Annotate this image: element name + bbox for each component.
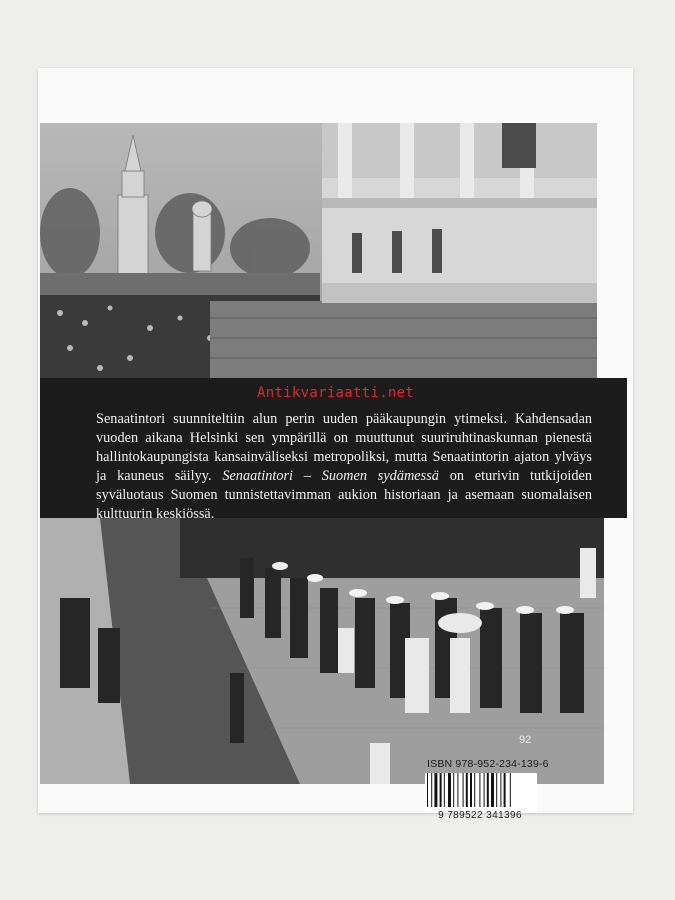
- barcode-bar: [444, 773, 445, 807]
- barcode-bar: [470, 773, 472, 807]
- barcode-bar: [434, 773, 437, 807]
- barcode-bar: [440, 773, 442, 807]
- barcode-bar: [466, 773, 468, 807]
- barcode-digits: 9 789522 341396: [438, 810, 522, 821]
- blurb-book-title: Senaatintori – Suomen sydämessä: [222, 468, 439, 485]
- barcode-bar: [510, 773, 511, 807]
- blurb-part1: Senaatintori suunniteltiin alun perin uuden pääkaupungin ytimeksi. Kahdensadan vuoden aikana Helsinki sen ympärillä on muuttunut suuriruhtinaskunnan pienestä hallintokaupungista kansainväliseksi metropoliksi, mutta Senaatintorin ajaton ylväys ja kauneus säilyy.: [96, 411, 592, 485]
- isbn-text: ISBN 978-952-234-139-6: [427, 758, 549, 770]
- barcode-bar: [463, 773, 464, 807]
- senate-square-cathedral-photo: [40, 123, 597, 381]
- barcode-bar: [427, 773, 428, 807]
- barcode-bar: [448, 773, 451, 807]
- barcode-bar: [474, 773, 475, 807]
- barcode-bar: [457, 773, 458, 807]
- barcode-bar: [500, 773, 501, 807]
- barcode-bar: [484, 773, 485, 807]
- barcode-bar: [496, 773, 497, 807]
- barcode-bar: [504, 773, 506, 807]
- barcode-bar: [453, 773, 454, 807]
- watermark: Antikvariaatti.net: [257, 385, 415, 401]
- page-number: 92: [519, 734, 532, 746]
- blurb-part2: on eturivin tutkijoiden syväluotaus Suomen tunnistettavimman aukion historiaan ja asemaan suomalaisen kulttuurin keskiössä.: [96, 468, 592, 523]
- barcode-bar: [431, 773, 432, 807]
- blurb-text: [96, 410, 592, 524]
- barcode-bar: [479, 773, 480, 807]
- barcode: [425, 773, 537, 813]
- barcode-bar: [491, 773, 494, 807]
- barcode-bar: [487, 773, 489, 807]
